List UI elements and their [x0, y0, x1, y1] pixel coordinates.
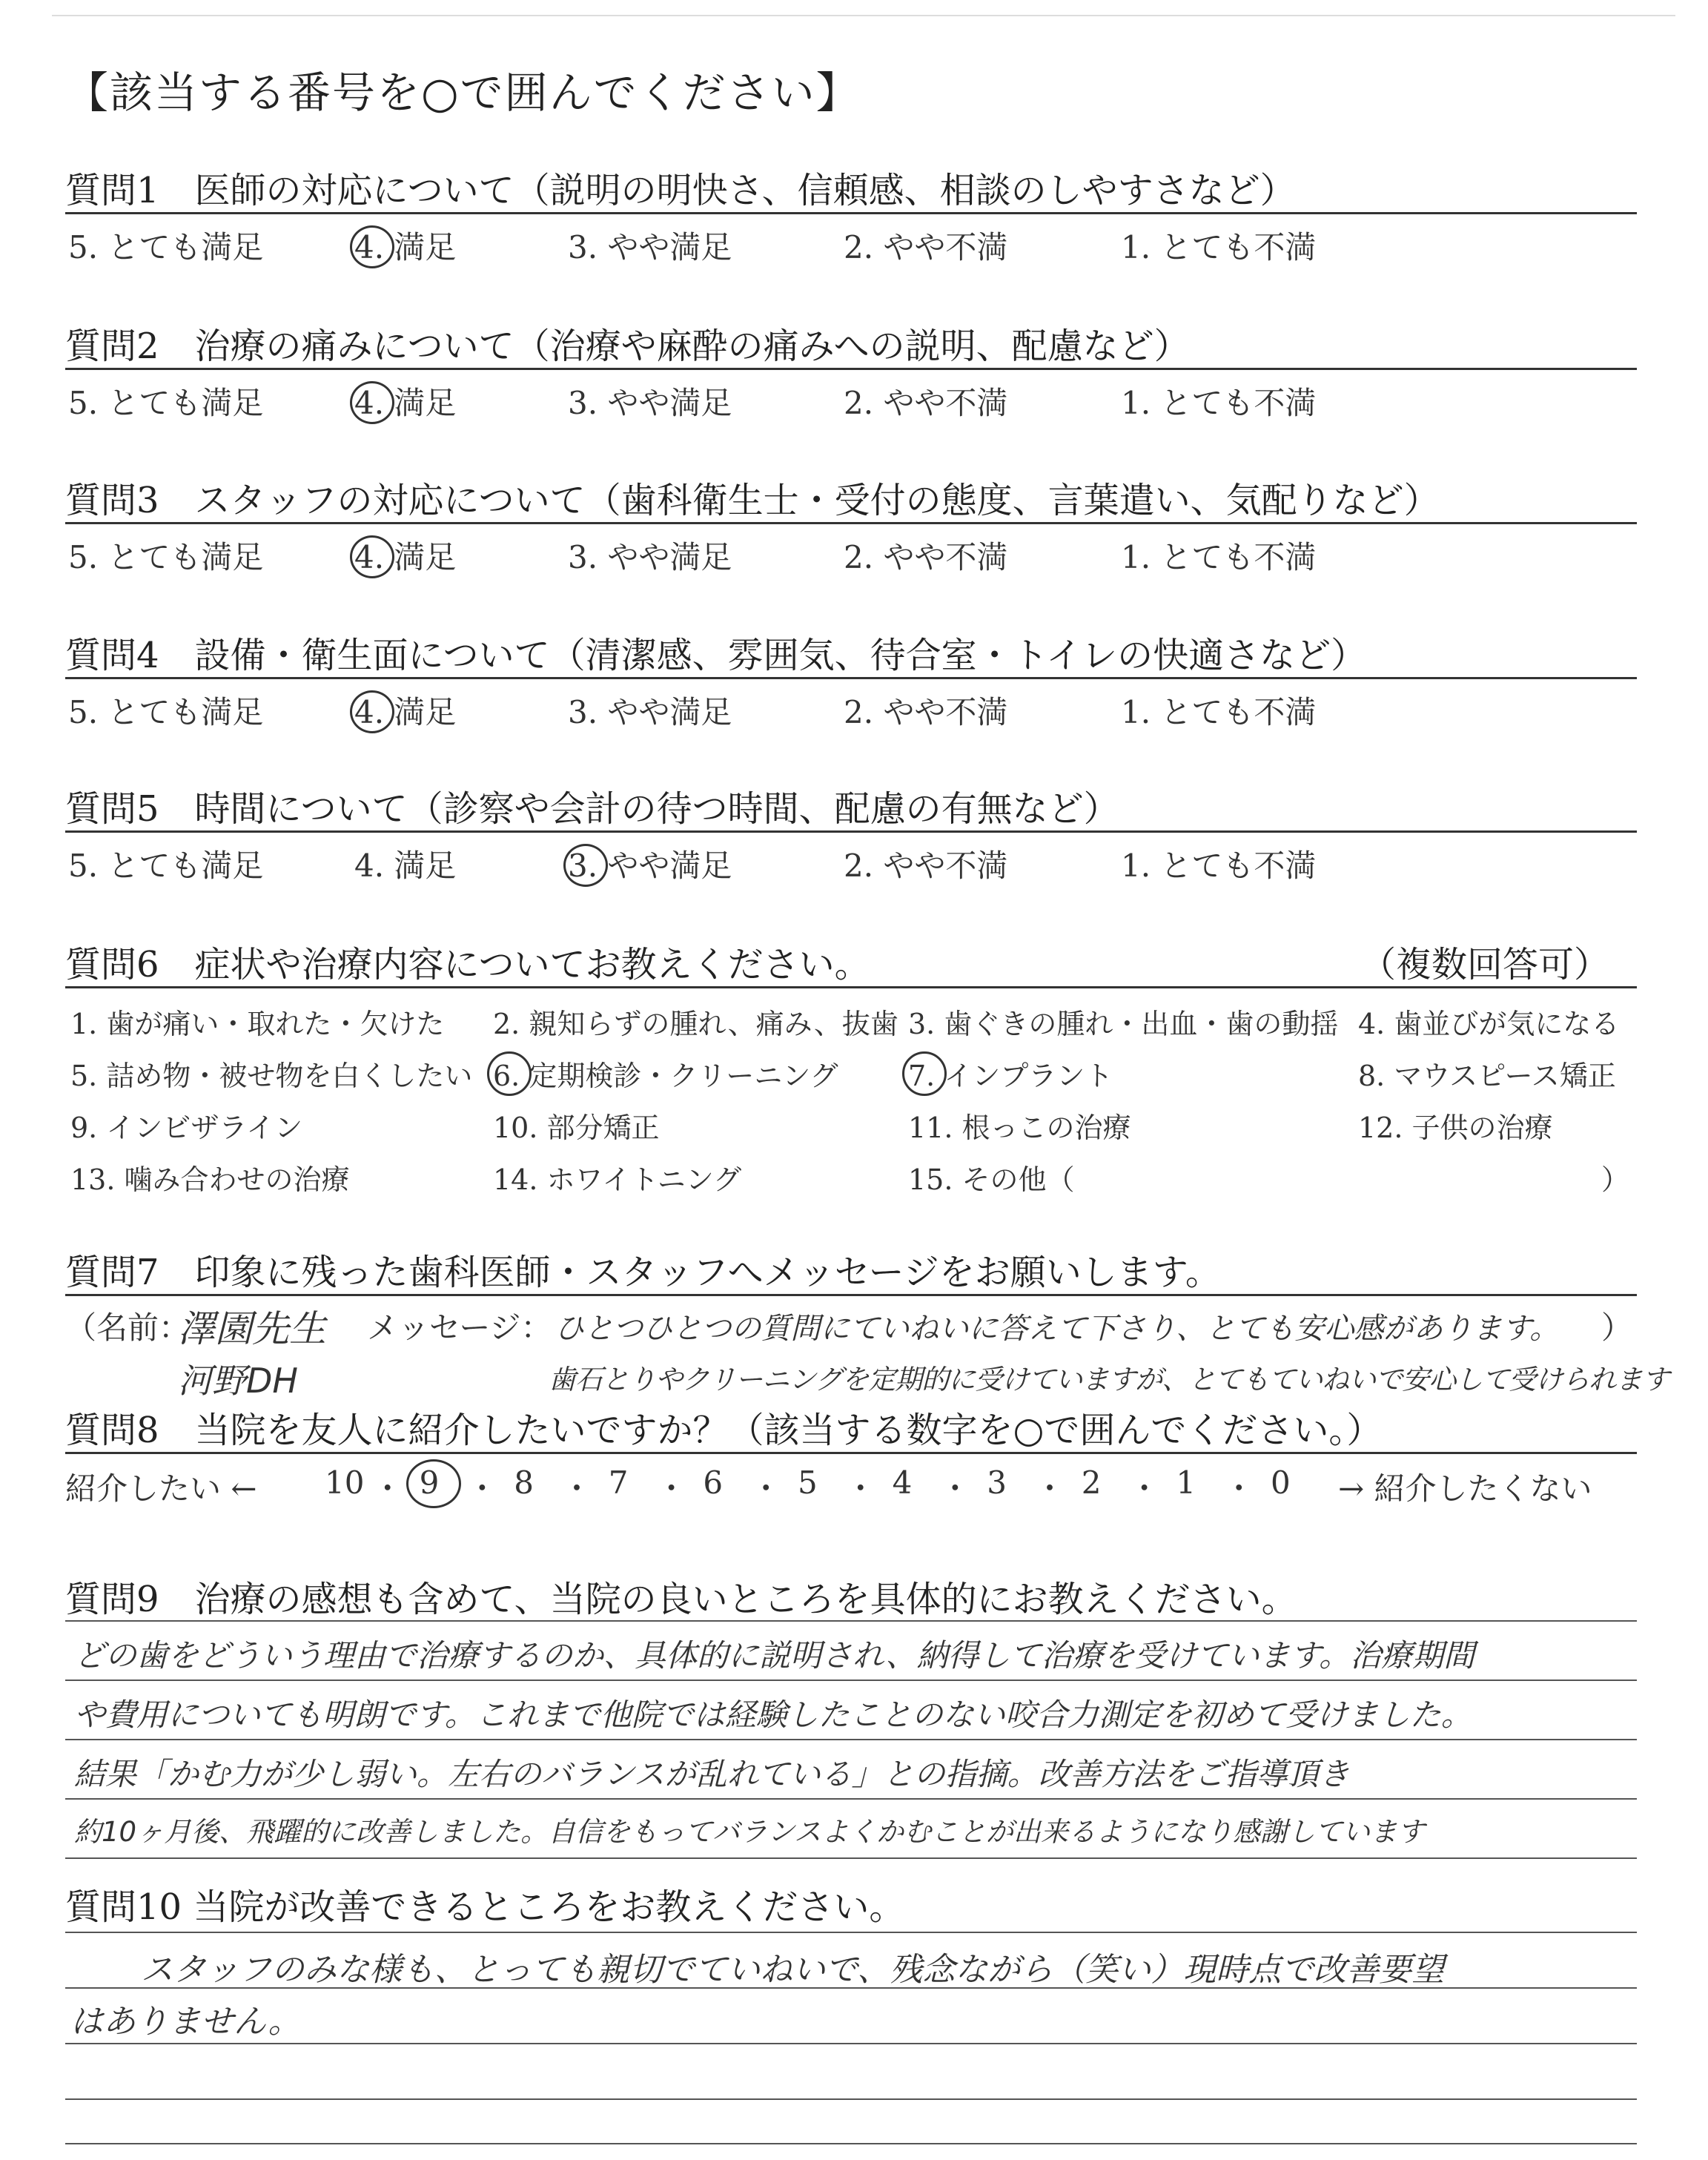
q1-option-3: 3. やや満足 [568, 229, 732, 265]
q9-answer-line-2: や費用についても明朗です。これまで他院では経験したことのない咬合力測定を初めて受けました。 [74, 1697, 1472, 1733]
q1-option-1: 1. とても不満 [1121, 229, 1317, 265]
q10-line-rule-3 [65, 2098, 1637, 2100]
q4-option-2: 2. やや不満 [844, 694, 1008, 730]
q6-option-10: 10. 部分矯正 [493, 1112, 660, 1144]
q6-option-13: 13. 噛み合わせの治療 [70, 1163, 350, 1196]
q6-title: 質問6 症状や治療内容についてお教えください。 [65, 944, 870, 985]
q10-answer-line-1: スタッフのみな様も、とっても親切でていねいで、残念ながら（笑い）現時点で改善要望 [141, 1951, 1445, 1989]
q5-rule [65, 830, 1637, 833]
q2-option-4: 4. 満足 [354, 385, 457, 421]
q7-close-paren: ） [1601, 1309, 1633, 1346]
page-title: 【該当する番号を○で囲んでください】 [65, 67, 861, 118]
q9-line-rule-2 [65, 1739, 1637, 1740]
q5-option-2: 2. やや不満 [844, 848, 1008, 884]
q4-option-3: 3. やや満足 [568, 694, 732, 730]
q10-line-rule-0 [65, 1932, 1637, 1933]
q8-scale-4: 8 [514, 1464, 534, 1501]
q8-scale-10: 5 [798, 1464, 818, 1501]
q3-option-5: 5. とても満足 [68, 539, 264, 575]
q6-option-2: 2. 親知らずの腫れ、痛み、抜歯 [493, 1008, 898, 1040]
q8-scale-15: ・ [1034, 1470, 1066, 1507]
q2-rule [65, 368, 1637, 370]
q2-option-1: 1. とても不満 [1121, 385, 1317, 421]
q4-option-4: 4. 満足 [354, 694, 457, 730]
q8-left-label: 紹介したい ← [65, 1470, 257, 1507]
q6-rule [65, 986, 1637, 988]
q6-option-9: 9. インビザライン [70, 1112, 303, 1144]
q4-rule [65, 677, 1637, 679]
q5-option-3: 3. やや満足 [568, 848, 732, 884]
q9-answer-line-3: 結果「かむ力が少し弱い。左右のバランスが乱れている」との指摘。改善方法をご指導頂き [74, 1756, 1350, 1792]
q8-scale-11: ・ [844, 1470, 876, 1507]
q8-scale-12: 4 [892, 1464, 913, 1501]
q7-rule [65, 1294, 1637, 1296]
q8-scale-20: 0 [1271, 1464, 1291, 1501]
q10-line-rule-2 [65, 2043, 1637, 2044]
q1-option-2: 2. やや不満 [844, 229, 1008, 265]
q4-option-5: 5. とても満足 [68, 694, 264, 730]
q3-title: 質問3 スタッフの対応について（歯科衛生士・受付の態度、言葉遣い、気配りなど） [65, 480, 1440, 521]
q2-option-2: 2. やや不満 [844, 385, 1008, 421]
q8-scale-8: 6 [703, 1464, 724, 1501]
q8-selected-circle [406, 1459, 461, 1508]
q6-option-7: 7. インプラント [908, 1060, 1113, 1092]
q3-option-2: 2. やや不満 [844, 539, 1008, 575]
q8-scale-7: ・ [655, 1470, 687, 1507]
q9-answer-line-1: どの歯をどういう理由で治療するのか、具体的に説明され、納得して治療を受けています。治療期間 [74, 1637, 1475, 1674]
q6-option-1: 1. 歯が痛い・取れた・欠けた [70, 1008, 445, 1040]
q6-option-3: 3. 歯ぐきの腫れ・出血・歯の動揺 [908, 1008, 1339, 1040]
q10-answer-line-2: はありません。 [70, 2003, 301, 2041]
q10-line-rule-4 [65, 2143, 1637, 2144]
q8-rule [65, 1452, 1637, 1454]
q7-name-label: （名前： [65, 1309, 191, 1346]
q8-scale-17: ・ [1128, 1470, 1160, 1507]
q1-option-4: 4. 満足 [354, 229, 457, 265]
q8-scale-16: 2 [1081, 1464, 1102, 1501]
q3-rule [65, 522, 1637, 524]
q8-scale-19: ・ [1223, 1470, 1255, 1507]
q10-title: 質問10 当院が改善できるところをお教えください。 [65, 1886, 905, 1928]
q2-option-5: 5. とても満足 [68, 385, 264, 421]
q9-line-rule-3 [65, 1798, 1637, 1800]
q4-option-1: 1. とても不満 [1121, 694, 1317, 730]
q2-option-3: 3. やや満足 [568, 385, 732, 421]
q7-message-2: 歯石とりやクリーニングを定期的に受けていますが、とてもていねいで安心して受けられます [549, 1364, 1669, 1396]
q9-answer-line-4: 約10ヶ月後、飛躍的に改善しました。自信をもってバランスよくかむことが出来るようになり感謝しています [74, 1816, 1425, 1848]
q7-name-2: 河野DH [178, 1361, 299, 1401]
q3-option-4: 4. 満足 [354, 539, 457, 575]
q4-title: 質問4 設備・衛生面について（清潔感、雰囲気、待合室・トイレの快適さなど） [65, 635, 1367, 676]
q8-scale-6: 7 [608, 1464, 629, 1501]
q1-selected-circle [350, 225, 394, 268]
q6-selected-circle-6 [487, 1051, 532, 1096]
q8-scale-18: 1 [1176, 1464, 1196, 1501]
q8-scale-14: 3 [987, 1464, 1007, 1501]
q6-option-15: 15. その他（ [908, 1163, 1075, 1196]
q8-scale-5: ・ [561, 1470, 593, 1507]
q9-line-rule-0 [65, 1620, 1637, 1622]
q8-scale-13: ・ [939, 1470, 971, 1507]
q7-message-1: ひとつひとつの質問にていねいに答えて下さり、とても安心感があります。 [555, 1312, 1560, 1346]
q5-selected-circle [563, 844, 608, 887]
q4-selected-circle [350, 690, 394, 733]
q2-selected-circle [350, 381, 394, 424]
page-top-edge [52, 15, 1675, 16]
q6-option-12: 12. 子供の治療 [1358, 1112, 1553, 1144]
q8-scale-9: ・ [750, 1470, 782, 1507]
q5-option-1: 1. とても不満 [1121, 848, 1317, 884]
q5-option-4: 4. 満足 [354, 848, 457, 884]
q7-name-1: 澤園先生 [178, 1307, 326, 1350]
q8-scale-3: ・ [466, 1470, 498, 1507]
q6-option-16: ） [1601, 1163, 1630, 1196]
q6-option-5: 5. 詰め物・被せ物を白くしたい [70, 1060, 473, 1092]
q6-note: （複数回答可） [1360, 944, 1610, 985]
q9-line-rule-4 [65, 1857, 1637, 1859]
q7-message-label: メッセージ： [367, 1309, 552, 1346]
q8-scale-2: 9 [419, 1464, 440, 1501]
q3-selected-circle [350, 535, 394, 578]
q6-option-4: 4. 歯並びが気になる [1358, 1008, 1620, 1040]
q5-option-5: 5. とても満足 [68, 848, 264, 884]
q6-selected-circle-7 [902, 1051, 947, 1096]
q6-option-6: 6. 定期検診・クリーニング [493, 1060, 838, 1092]
q6-option-14: 14. ホワイトニング [493, 1163, 742, 1196]
q7-title: 質問7 印象に残った歯科医師・スタッフへメッセージをお願いします。 [65, 1252, 1221, 1293]
q8-title: 質問8 当院を友人に紹介したいですか？（該当する数字を○で囲んでください。） [65, 1410, 1383, 1451]
q9-line-rule-1 [65, 1680, 1637, 1681]
q8-right-label: → 紹介したくない [1338, 1470, 1592, 1507]
q1-option-5: 5. とても満足 [68, 229, 264, 265]
q3-option-1: 1. とても不満 [1121, 539, 1317, 575]
q2-title: 質問2 治療の痛みについて（治療や麻酔の痛みへの説明、配慮など） [65, 326, 1190, 367]
q3-option-3: 3. やや満足 [568, 539, 732, 575]
q9-title: 質問9 治療の感想も含めて、当院の良いところを具体的にお教えください。 [65, 1579, 1297, 1620]
q8-scale-0: 10 [325, 1464, 365, 1501]
q1-title: 質問1 医師の対応について（説明の明快さ、信頼感、相談のしやすさなど） [65, 170, 1296, 211]
q1-rule [65, 212, 1637, 214]
q8-scale-1: ・ [371, 1470, 403, 1507]
q5-title: 質問5 時間について（診察や会計の待つ時間、配慮の有無など） [65, 788, 1119, 830]
q6-option-11: 11. 根っこの治療 [908, 1112, 1131, 1144]
q6-option-8: 8. マウスピース矯正 [1358, 1060, 1616, 1092]
